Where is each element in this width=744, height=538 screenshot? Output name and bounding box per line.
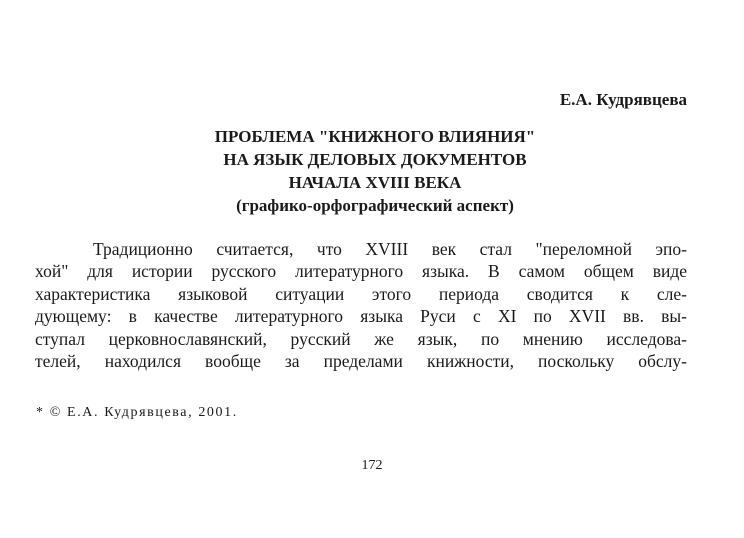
- body-line: ступал церковнославянский, русский же язык, по мнению исследова-: [35, 328, 687, 349]
- page-number: 172: [361, 458, 383, 473]
- title-line: НА ЯЗЫК ДЕЛОВЫХ ДОКУМЕНТОВ: [223, 150, 527, 169]
- copyright-footnote: * © Е.А. Кудрявцева, 2001.: [36, 405, 238, 420]
- author-name: Е.А. Кудрявцева: [559, 90, 687, 109]
- body-line: хой" для истории русского литературного языка. В самом общем виде: [35, 261, 687, 282]
- title-line: ПРОБЛЕМА "КНИЖНОГО ВЛИЯНИЯ": [214, 127, 536, 146]
- body-line: характеристика языковой ситуации этого периода сводится к сле-: [35, 283, 687, 304]
- article-title: [100, 125, 650, 217]
- title-subtitle: (графико-орфографический аспект): [236, 196, 514, 215]
- title-line: НАЧАЛА XVIII ВЕКА: [288, 173, 462, 192]
- body-paragraph: [35, 238, 687, 372]
- body-line: телей, находился вообще за пределами книжности, поскольку обслу-: [35, 351, 687, 372]
- body-line: Традиционно считается, что XVIII век стал "переломной эпо-: [93, 239, 687, 259]
- body-line: дующему: в качестве литературного языка Руси с XI по XVII вв. вы-: [35, 306, 687, 327]
